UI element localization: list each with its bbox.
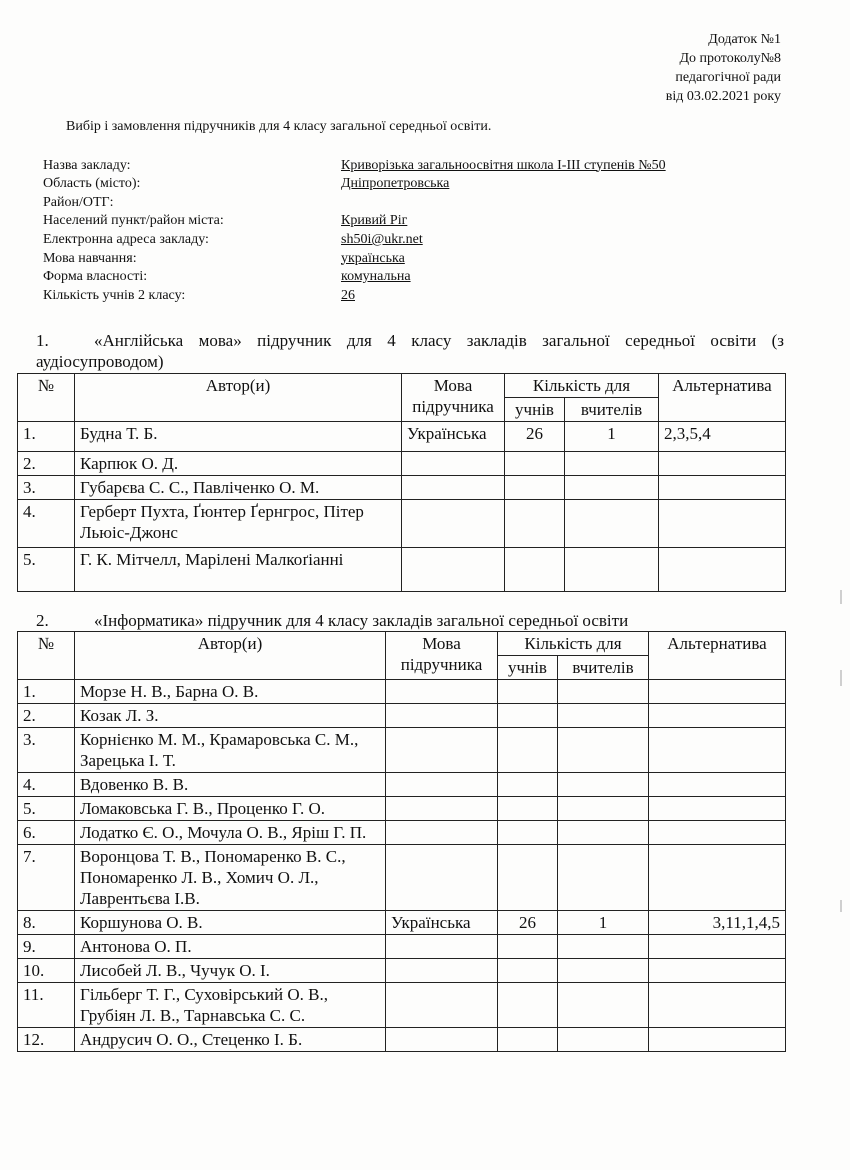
- info-row: [43, 229, 666, 248]
- students-count-cell: [505, 452, 565, 476]
- section-english-title: [36, 330, 784, 372]
- language-cell: [386, 704, 498, 728]
- author-cell: Гільберг Т. Г., Суховірський О. В., Грубіян Л. В., Тарнавська С. С.: [75, 983, 386, 1028]
- language-cell: [386, 935, 498, 959]
- language-cell: Українська: [402, 422, 505, 452]
- students-count-cell: 26: [498, 911, 558, 935]
- author-cell: Лисобей Л. В., Чучук О. І.: [75, 959, 386, 983]
- alternative-cell: 2,3,5,4: [659, 422, 786, 452]
- info-label: Форма власності:: [43, 269, 148, 285]
- info-row: [43, 174, 666, 193]
- info-value: sh50i@ukr.net: [341, 231, 423, 247]
- students-count-cell: [505, 476, 565, 500]
- table-row: [18, 500, 786, 548]
- students-count-cell: [498, 704, 558, 728]
- students-count-cell: [498, 959, 558, 983]
- author-cell: Воронцова Т. В., Пономаренко В. С., Пономаренко Л. В., Хомич О. Л., Лаврентьєва І.В.: [75, 845, 386, 911]
- teachers-count-cell: 1: [558, 911, 649, 935]
- info-label: Район/ОТГ:: [43, 194, 114, 210]
- info-value: [341, 192, 666, 211]
- teachers-count-cell: [565, 476, 659, 500]
- table-row: [18, 704, 786, 728]
- table-row: [18, 1028, 786, 1052]
- info-row: [43, 248, 666, 267]
- scan-mark: [840, 590, 842, 604]
- row-number: 4.: [18, 773, 75, 797]
- alternative-cell: [649, 797, 786, 821]
- info-value: Кривий Ріг: [341, 213, 408, 229]
- author-cell: Корнієнко М. М., Крамаровська С. М., Зарецька І. Т.: [75, 728, 386, 773]
- author-cell: Губарєва С. С., Павліченко О. М.: [75, 476, 402, 500]
- students-count-cell: [505, 548, 565, 592]
- info-value: Дніпропетровська: [341, 176, 450, 192]
- alternative-cell: [649, 1028, 786, 1052]
- info-row: [43, 155, 666, 174]
- row-number: 7.: [18, 845, 75, 911]
- header-language: Мова підручника: [402, 374, 505, 422]
- alternative-cell: [649, 728, 786, 773]
- language-cell: [386, 728, 498, 773]
- table-row: [18, 476, 786, 500]
- students-count-cell: [498, 845, 558, 911]
- students-count-cell: [498, 680, 558, 704]
- table-row: [18, 821, 786, 845]
- table-row: [18, 422, 786, 452]
- author-cell: Карпюк О. Д.: [75, 452, 402, 476]
- table-row: [18, 845, 786, 911]
- info-row: [43, 211, 666, 230]
- students-count-cell: [498, 773, 558, 797]
- info-row: [43, 267, 666, 286]
- table-row: [18, 773, 786, 797]
- language-cell: [386, 821, 498, 845]
- teachers-count-cell: 1: [565, 422, 659, 452]
- header-teachers: вчителів: [558, 656, 649, 680]
- row-number: 11.: [18, 983, 75, 1028]
- teachers-count-cell: [558, 935, 649, 959]
- header-alternative: Альтернатива: [659, 374, 786, 422]
- students-count-cell: [498, 797, 558, 821]
- table-row: [18, 548, 786, 592]
- language-cell: [386, 680, 498, 704]
- header-students: учнів: [505, 398, 565, 422]
- info-label: Кількість учнів 2 класу:: [43, 287, 186, 303]
- language-cell: [386, 797, 498, 821]
- alternative-cell: [649, 983, 786, 1028]
- students-count-cell: [505, 500, 565, 548]
- teachers-count-cell: [558, 821, 649, 845]
- author-cell: Морзе Н. В., Барна О. В.: [75, 680, 386, 704]
- section-number: 1.: [36, 331, 49, 350]
- info-value: українська: [341, 250, 405, 266]
- info-row: [43, 285, 666, 304]
- author-cell: Коршунова О. В.: [75, 911, 386, 935]
- info-label: Населений пункт/район міста:: [43, 213, 224, 229]
- table-row: [18, 680, 786, 704]
- author-cell: Вдовенко В. В.: [75, 773, 386, 797]
- teachers-count-cell: [558, 845, 649, 911]
- annex-block: [666, 30, 781, 106]
- row-number: 12.: [18, 1028, 75, 1052]
- annex-title: Додаток №1: [708, 32, 781, 47]
- author-cell: Г. К. Мітчелл, Марілені Малкоґіанні: [75, 548, 402, 592]
- annex-council: педагогічної ради: [675, 70, 781, 85]
- author-cell: Козак Л. З.: [75, 704, 386, 728]
- english-textbook-table: [17, 373, 786, 592]
- informatics-textbook-table: [17, 631, 786, 1052]
- header-language: Мова підручника: [386, 632, 498, 680]
- teachers-count-cell: [565, 548, 659, 592]
- row-number: 3.: [18, 476, 75, 500]
- author-cell: Лодатко Є. О., Мочула О. В., Яріш Г. П.: [75, 821, 386, 845]
- author-cell: Андрусич О. О., Стеценко І. Б.: [75, 1028, 386, 1052]
- teachers-count-cell: [558, 728, 649, 773]
- students-count-cell: [498, 821, 558, 845]
- language-cell: [386, 983, 498, 1028]
- document-heading: Вибір і замовлення підручників для 4 класу загальної середньої освіти.: [66, 119, 492, 134]
- row-number: 1.: [18, 680, 75, 704]
- scan-mark: [840, 900, 842, 912]
- teachers-count-cell: [558, 959, 649, 983]
- teachers-count-cell: [558, 680, 649, 704]
- header-quantity: Кількість для: [505, 374, 659, 398]
- language-cell: [402, 452, 505, 476]
- row-number: 9.: [18, 935, 75, 959]
- info-value: 26: [341, 287, 355, 303]
- header-alternative: Альтернатива: [649, 632, 786, 680]
- section-number: 2.: [36, 611, 49, 630]
- table-row: [18, 935, 786, 959]
- header-no: №: [18, 632, 75, 680]
- school-info: [43, 155, 666, 304]
- table-row: [18, 959, 786, 983]
- students-count-cell: [498, 1028, 558, 1052]
- alternative-cell: [659, 548, 786, 592]
- row-number: 4.: [18, 500, 75, 548]
- teachers-count-cell: [558, 797, 649, 821]
- alternative-cell: [649, 845, 786, 911]
- table-row: [18, 983, 786, 1028]
- table-row: [18, 911, 786, 935]
- teachers-count-cell: [565, 500, 659, 548]
- row-number: 10.: [18, 959, 75, 983]
- header-no: №: [18, 374, 75, 422]
- author-cell: Антонова О. П.: [75, 935, 386, 959]
- alternative-cell: 3,11,1,4,5: [649, 911, 786, 935]
- teachers-count-cell: [558, 773, 649, 797]
- row-number: 1.: [18, 422, 75, 452]
- info-value: Криворізька загальноосвітня школа І-ІІІ ступенів №50: [341, 157, 666, 173]
- table-row: [18, 728, 786, 773]
- alternative-cell: [659, 500, 786, 548]
- header-quantity: Кількість для: [498, 632, 649, 656]
- language-cell: [386, 773, 498, 797]
- language-cell: [386, 845, 498, 911]
- alternative-cell: [649, 821, 786, 845]
- teachers-count-cell: [558, 1028, 649, 1052]
- header-authors: Автор(и): [75, 632, 386, 680]
- annex-date: від 03.02.2021 року: [665, 89, 781, 104]
- header-authors: Автор(и): [75, 374, 402, 422]
- language-cell: [402, 476, 505, 500]
- alternative-cell: [649, 680, 786, 704]
- header-students: учнів: [498, 656, 558, 680]
- alternative-cell: [649, 773, 786, 797]
- row-number: 5.: [18, 797, 75, 821]
- alternative-cell: [659, 476, 786, 500]
- table-row: [18, 452, 786, 476]
- info-label: Область (місто):: [43, 176, 141, 192]
- students-count-cell: [498, 983, 558, 1028]
- teachers-count-cell: [558, 983, 649, 1028]
- row-number: 2.: [18, 704, 75, 728]
- row-number: 2.: [18, 452, 75, 476]
- language-cell: [402, 548, 505, 592]
- info-label: Мова навчання:: [43, 250, 137, 266]
- row-number: 8.: [18, 911, 75, 935]
- alternative-cell: [649, 959, 786, 983]
- section-title: «Інформатика» підручник для 4 класу закладів загальної середньої освіти: [94, 611, 629, 630]
- section-informatics-title: [36, 610, 784, 631]
- students-count-cell: [498, 728, 558, 773]
- teachers-count-cell: [558, 704, 649, 728]
- alternative-cell: [649, 704, 786, 728]
- row-number: 3.: [18, 728, 75, 773]
- info-label: Електронна адреса закладу:: [43, 231, 209, 247]
- section-title: «Англійська мова» підручник для 4 класу закладів загальної середньої освіти (з аудіосупроводом): [36, 331, 784, 371]
- language-cell: [402, 500, 505, 548]
- info-row: [43, 192, 666, 211]
- scan-mark: [840, 670, 842, 686]
- author-cell: Будна Т. Б.: [75, 422, 402, 452]
- header-teachers: вчителів: [565, 398, 659, 422]
- author-cell: Герберт Пухта, Ґюнтер Ґернгрос, Пітер Льюіс-Джонс: [75, 500, 402, 548]
- students-count-cell: 26: [505, 422, 565, 452]
- teachers-count-cell: [565, 452, 659, 476]
- row-number: 5.: [18, 548, 75, 592]
- students-count-cell: [498, 935, 558, 959]
- language-cell: [386, 959, 498, 983]
- alternative-cell: [649, 935, 786, 959]
- language-cell: Українська: [386, 911, 498, 935]
- author-cell: Ломаковська Г. В., Проценко Г. О.: [75, 797, 386, 821]
- table-row: [18, 797, 786, 821]
- annex-protocol: До протоколу№8: [679, 51, 781, 66]
- alternative-cell: [659, 452, 786, 476]
- row-number: 6.: [18, 821, 75, 845]
- language-cell: [386, 1028, 498, 1052]
- info-label: Назва закладу:: [43, 157, 131, 173]
- info-value: комунальна: [341, 269, 411, 285]
